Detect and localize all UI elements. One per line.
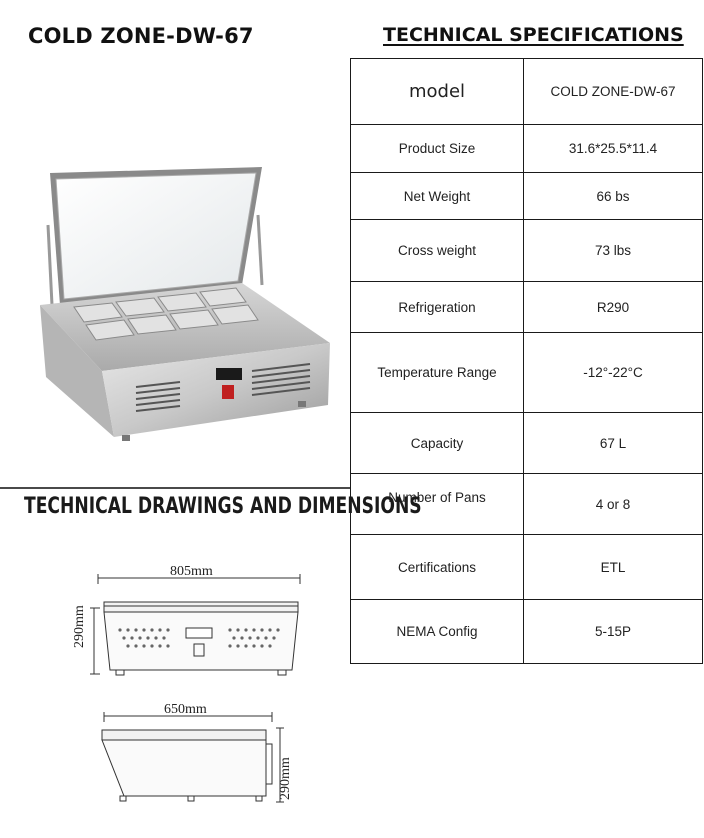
spec-label: Refrigeration [351,282,524,333]
drawings-heading: TECHNICAL DRAWINGS AND DIMENSIONS [24,494,422,519]
front-drawing [90,572,310,684]
spec-value: 66 bs [524,173,703,220]
product-title: COLD ZONE-DW-67 [28,24,254,48]
spec-value: 31.6*25.5*11.4 [524,125,703,173]
spec-label: model [351,59,524,125]
section-divider [0,487,350,489]
spec-value: ETL [524,535,703,600]
spec-label: Number of Pans [351,474,524,535]
spec-row-cross-weight [351,220,703,282]
spec-label: NEMA Config [351,600,524,664]
front-width-label: 805mm [170,564,213,579]
side-height-label: 290mm [278,757,293,800]
spec-row-capacity [351,413,703,474]
spec-value: COLD ZONE-DW-67 [524,59,703,125]
spec-label: Capacity [351,413,524,474]
product-photo [30,165,350,450]
spec-value: 67 L [524,413,703,474]
spec-row-model [351,59,703,125]
spec-row-certifications [351,535,703,600]
spec-row-nema-config [351,600,703,664]
spec-row-product-size [351,125,703,173]
spec-heading: TECHNICAL SPECIFICATIONS [383,24,684,46]
spec-row-refrigeration [351,282,703,333]
side-drawing [96,710,286,808]
spec-table [350,58,703,664]
spec-row-net-weight [351,173,703,220]
spec-label: Cross weight [351,220,524,282]
spec-value: 5-15P [524,600,703,664]
spec-value: R290 [524,282,703,333]
front-height-label: 290mm [72,605,87,648]
spec-value: -12°-22°C [524,333,703,413]
spec-label: Certifications [351,535,524,600]
side-depth-label: 650mm [164,702,207,717]
spec-value: 73 lbs [524,220,703,282]
spec-label: Product Size [351,125,524,173]
spec-value: 4 or 8 [524,474,703,535]
spec-label: Temperature Range [351,333,524,413]
spec-label: Net Weight [351,173,524,220]
spec-row-temperature-range [351,333,703,413]
